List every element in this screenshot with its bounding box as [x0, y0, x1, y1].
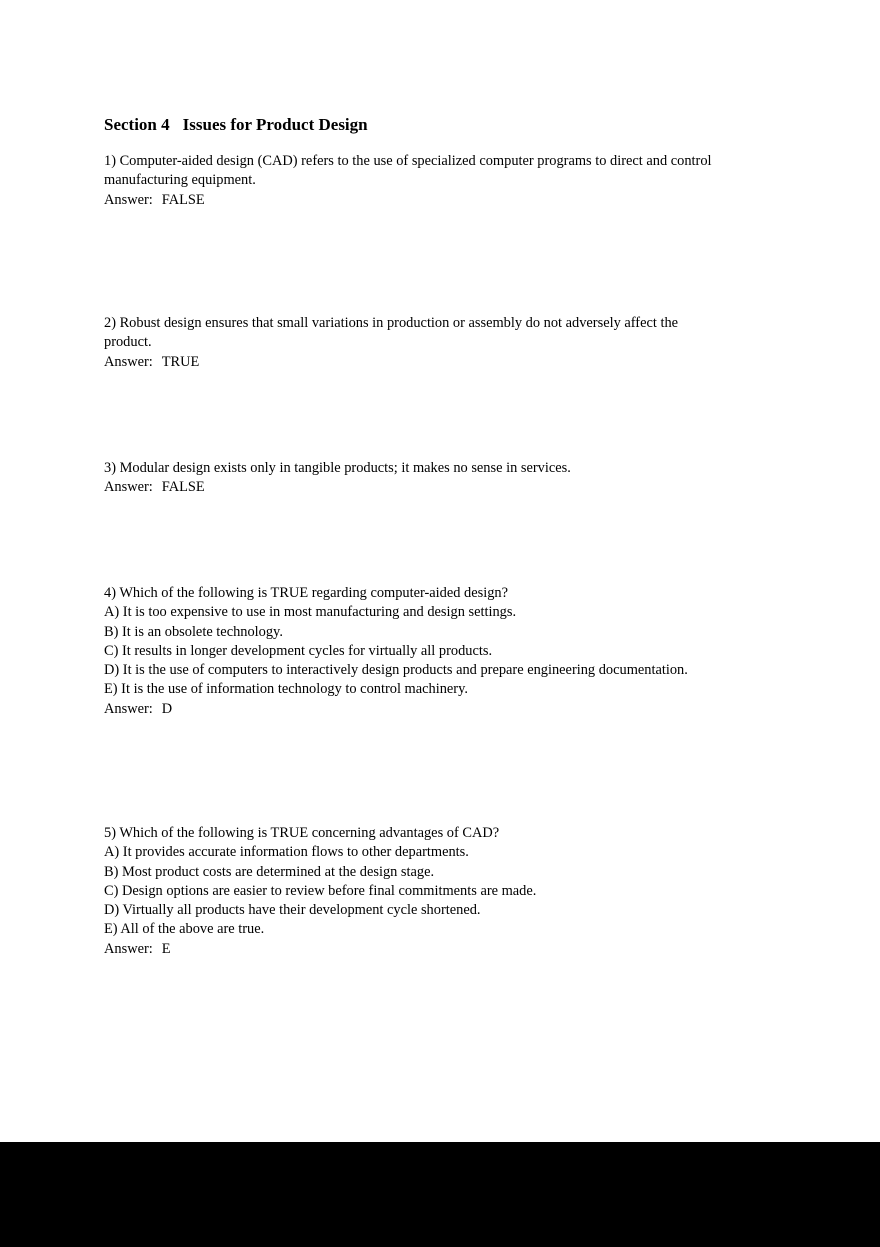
answer-label: Answer:	[104, 700, 153, 717]
question-1	[104, 152, 712, 210]
question-4-stem: 4) Which of the following is TRUE regarding computer-aided design?	[104, 585, 509, 601]
question-3-answer-line	[104, 478, 571, 497]
question-2	[104, 314, 678, 372]
section-number-label: Section 4	[104, 115, 170, 135]
page-footer-bar	[0, 1142, 880, 1247]
question-3	[104, 459, 571, 498]
question-2-answer-value: TRUE	[161, 353, 200, 370]
question-2-answer-line	[104, 353, 678, 372]
question-4-option-b: B) It is an obsolete technology.	[104, 623, 283, 640]
question-5-stem: 5) Which of the following is TRUE concerning advantages of CAD?	[104, 825, 500, 841]
question-4	[104, 584, 688, 719]
question-2-line-2: product.	[104, 334, 152, 351]
section-heading	[104, 114, 368, 136]
question-1-line-2: manufacturing equipment.	[104, 172, 256, 189]
answer-label: Answer:	[104, 479, 153, 496]
question-5	[104, 824, 536, 959]
section-title-text: Issues for Product Design	[182, 115, 368, 135]
question-4-option-c: C) It results in longer development cycles for virtually all products.	[104, 642, 493, 659]
question-4-answer-value: D	[161, 700, 173, 717]
answer-label: Answer:	[104, 940, 153, 957]
question-1-answer-value: FALSE	[161, 191, 205, 208]
question-5-answer-value: E	[161, 940, 171, 957]
question-5-option-a: A) It provides accurate information flows to other departments.	[104, 844, 469, 861]
question-5-option-d: D) Virtually all products have their development cycle shortened.	[104, 902, 481, 919]
question-2-line-1: 2) Robust design ensures that small variations in production or assembly do not adversely affect the	[104, 315, 679, 331]
question-1-answer-line	[104, 191, 712, 210]
question-4-option-a: A) It is too expensive to use in most manufacturing and design settings.	[104, 604, 517, 621]
question-1-line-1: 1) Computer-aided design (CAD) refers to the use of specialized computer programs to direct and control	[104, 153, 712, 169]
question-5-option-c: C) Design options are easier to review before final commitments are made.	[104, 882, 537, 899]
question-4-option-e: E) It is the use of information technology to control machinery.	[104, 681, 468, 698]
answer-label: Answer:	[104, 191, 153, 208]
question-5-option-e: E) All of the above are true.	[104, 921, 265, 938]
question-5-answer-line	[104, 940, 536, 959]
question-3-line-1: 3) Modular design exists only in tangible products; it makes no sense in services.	[104, 460, 571, 476]
question-4-answer-line	[104, 700, 688, 719]
answer-label: Answer:	[104, 353, 153, 370]
question-4-option-d: D) It is the use of computers to interactively design products and prepare engineering documentation.	[104, 662, 688, 679]
question-3-answer-value: FALSE	[161, 479, 205, 496]
question-5-option-b: B) Most product costs are determined at the design stage.	[104, 863, 435, 880]
